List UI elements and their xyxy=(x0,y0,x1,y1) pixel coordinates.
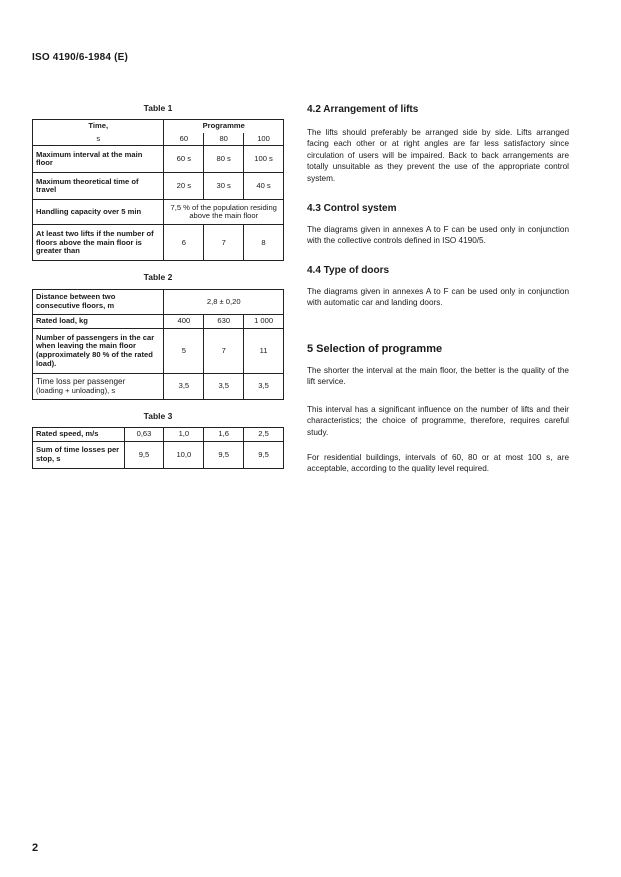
table1-row-label: At least two lifts if the number of floors above the main floor is greater than xyxy=(33,225,164,261)
table3-cell: 9,5 xyxy=(244,442,284,469)
table1-time-unit: s xyxy=(33,133,164,146)
table2-row-label: Number of passengers in the car when leaving the main floor (approximately 80 % of the rated load). xyxy=(33,329,164,374)
table1-caption: Table 1 xyxy=(143,103,173,113)
table2-cell: 400 xyxy=(164,315,204,329)
table2-cell: 5 xyxy=(164,329,204,374)
table2-cell: 3,5 xyxy=(204,374,244,400)
table1-cell: 100 s xyxy=(244,146,284,173)
section-5-para-1: The shorter the interval at the main floor, the better is the quality of the lift service. xyxy=(307,366,569,387)
table2-cell: 7 xyxy=(204,329,244,374)
table1-cell: 6 xyxy=(164,225,204,261)
section-5-para-3: For residential buildings, intervals of 60, 80 or at most 100 s, are acceptable, according to the quality level required. xyxy=(307,453,569,474)
table-row xyxy=(33,173,284,200)
table1-row-label: Handling capacity over 5 min xyxy=(33,200,164,225)
table2-cell: 3,5 xyxy=(244,374,284,400)
table2-cell: 630 xyxy=(204,315,244,329)
table3-cell: 0,63 xyxy=(124,428,164,442)
table-row xyxy=(33,200,284,225)
table3-cell: 1,0 xyxy=(164,428,204,442)
table1-row-label: Maximum theoretical time of travel xyxy=(33,173,164,200)
table1-programme-label: Programme xyxy=(164,120,284,133)
table2-cell: 3,5 xyxy=(164,374,204,400)
table1-programme-100: 100 xyxy=(244,133,284,146)
table1-cell: 40 s xyxy=(244,173,284,200)
section-4-4-heading: 4.4 Type of doors xyxy=(307,265,390,276)
section-4-2-heading: 4.2 Arrangement of lifts xyxy=(307,104,419,115)
table2-merged-cell: 2,8 ± 0,20 xyxy=(164,290,284,315)
table-row xyxy=(33,290,284,315)
section-4-2-text: The lifts should preferably be arranged side by side. Lifts arranged facing each other or at right angles are far less satisfactory since circulation of users will be impaired. Back to back arrangements are totally unsuitable as they prevent the use of the appropriate control system. xyxy=(307,128,569,183)
table-row xyxy=(33,146,284,173)
table1-merged-cell: 7,5 % of the population residing above the main floor xyxy=(164,200,284,225)
table-row xyxy=(33,442,284,469)
table2-row-sublabel: (loading + unloading), s xyxy=(36,385,116,395)
table1-cell: 7 xyxy=(204,225,244,261)
table2-cell: 11 xyxy=(244,329,284,374)
table-row xyxy=(33,329,284,374)
table3-row-label: Sum of time losses per stop, s xyxy=(33,442,125,469)
table2-caption: Table 2 xyxy=(143,272,173,282)
table-row xyxy=(33,225,284,261)
table2-row-label-cell xyxy=(33,374,164,400)
table3-caption: Table 3 xyxy=(143,411,173,421)
table3-cell: 1,6 xyxy=(204,428,244,442)
table2-row-label: Time loss per passenger xyxy=(36,377,126,387)
table1-programme-60: 60 xyxy=(164,133,204,146)
section-5-heading: 5 Selection of programme xyxy=(307,343,443,355)
page-number: 2 xyxy=(32,842,39,854)
document-header: ISO 4190/6-1984 (E) xyxy=(32,52,129,63)
table3-cell: 10,0 xyxy=(164,442,204,469)
table1-cell: 60 s xyxy=(164,146,204,173)
table3 xyxy=(32,427,284,469)
table1-row-label: Maximum interval at the main floor xyxy=(33,146,164,173)
section-4-3-heading: 4.3 Control system xyxy=(307,203,397,214)
table1-cell: 8 xyxy=(244,225,284,261)
table1 xyxy=(32,119,284,261)
table3-row-label: Rated speed, m/s xyxy=(33,428,125,442)
table1-time-label: Time, xyxy=(33,120,164,133)
table3-cell: 9,5 xyxy=(124,442,164,469)
section-4-3-text: The diagrams given in annexes A to F can be used only in conjunction with the collective controls defined in ISO 4190/5. xyxy=(307,225,569,246)
table1-programme-80: 80 xyxy=(204,133,244,146)
section-4-4-text: The diagrams given in annexes A to F can be used only in conjunction with automatic car and landing doors. xyxy=(307,287,569,308)
table2 xyxy=(32,289,284,400)
table1-cell: 80 s xyxy=(204,146,244,173)
table-row xyxy=(33,428,284,442)
table2-row-label: Distance between two consecutive floors, m xyxy=(33,290,164,315)
table-row xyxy=(33,374,284,400)
table-row xyxy=(33,315,284,329)
table1-cell: 30 s xyxy=(204,173,244,200)
table2-cell: 1 000 xyxy=(244,315,284,329)
section-5-para-2: This interval has a significant influence on the number of lifts and their characteristics; the choice of programme, therefore, requires careful study. xyxy=(307,405,569,437)
table3-cell: 2,5 xyxy=(244,428,284,442)
table1-cell: 20 s xyxy=(164,173,204,200)
table2-row-label: Rated load, kg xyxy=(33,315,164,329)
table3-cell: 9,5 xyxy=(204,442,244,469)
